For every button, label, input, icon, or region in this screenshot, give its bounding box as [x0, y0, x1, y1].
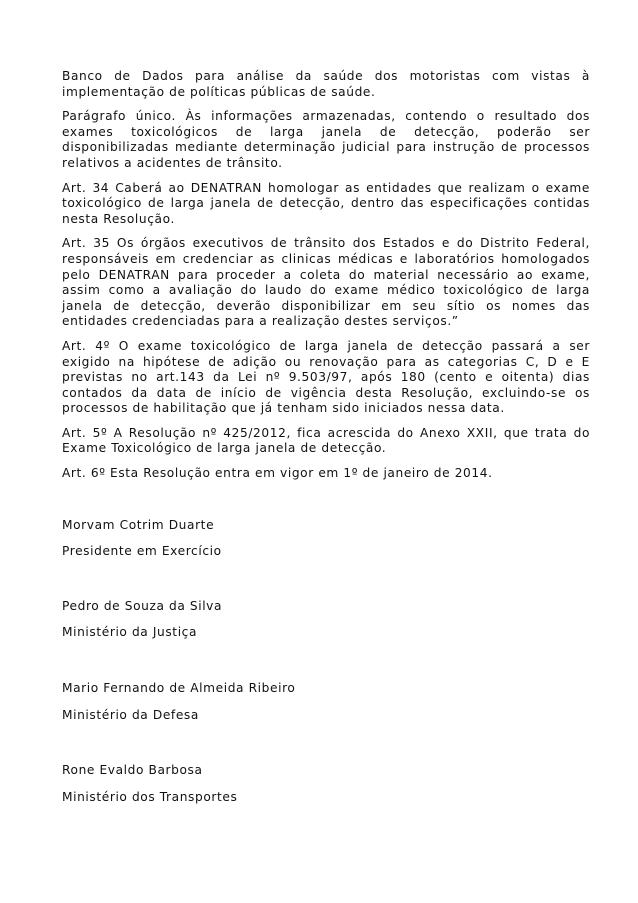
paragraph-art-4: Art. 4º O exame toxicológico de larga janela de detecção passará a ser exigido na hipótese de adição ou renovação para as categorias C, D e E previstas no art.143 da Lei nº 9.503/97, após 180 (cento e oitenta) dias contados da data de início de vigência desta Resolução, excluindo-se os processos de habilitação que já tenham sido iniciados nessa data. [62, 338, 590, 416]
signature-block-3 [62, 681, 590, 723]
signature-block-2 [62, 599, 590, 641]
signatory-role: Ministério da Justiça [62, 625, 198, 640]
signatory-name: Rone Evaldo Barbosa [62, 763, 203, 778]
paragraph-database: Banco de Dados para análise da saúde dos motoristas com vistas à implementação de políticas públicas de saúde. [62, 69, 590, 99]
paragraph-unico: Parágrafo único. Às informações armazenadas, contendo o resultado dos exames toxicológicos de larga janela de detecção, poderão ser disponibilizadas mediante determinação judicial para instrução de processos relativos a acidentes de trânsito. [62, 109, 590, 170]
document-page [62, 69, 590, 805]
signatory-role: Presidente em Exercício [62, 544, 222, 559]
paragraph-art-6: Art. 6º Esta Resolução entra em vigor em 1º de janeiro de 2014. [62, 466, 493, 481]
signatory-role: Ministério dos Transportes [62, 789, 238, 804]
paragraph-art-35: Art. 35 Os órgãos executivos de trânsito dos Estados e do Distrito Federal, responsáveis em credenciar as clinicas médicas e laboratórios homologados pelo DENATRAN para proceder a coleta do material necessário ao exame, assim como a avaliação do laudo do exame médico toxicológico de larga janela de detecção, deverão disponibilizar em seu sítio os nomes das entidades credenciadas para a realização destes serviços.” [62, 236, 590, 329]
signatory-role: Ministério da Defesa [62, 707, 199, 722]
signatory-name: Mario Fernando de Almeida Ribeiro [62, 681, 296, 696]
signatory-name: Pedro de Souza da Silva [62, 598, 223, 613]
paragraph-art-34: Art. 34 Caberá ao DENATRAN homologar as entidades que realizam o exame toxicológico de larga janela de detecção, dentro das especificações contidas nesta Resolução. [62, 180, 590, 226]
signatory-name: Morvam Cotrim Duarte [62, 517, 215, 532]
signature-block-1 [62, 518, 590, 560]
signature-block-4 [62, 763, 590, 805]
paragraph-art-5: Art. 5º A Resolução nº 425/2012, fica acrescida do Anexo XXII, que trata do Exame Toxicológico de larga janela de detecção. [62, 425, 590, 456]
